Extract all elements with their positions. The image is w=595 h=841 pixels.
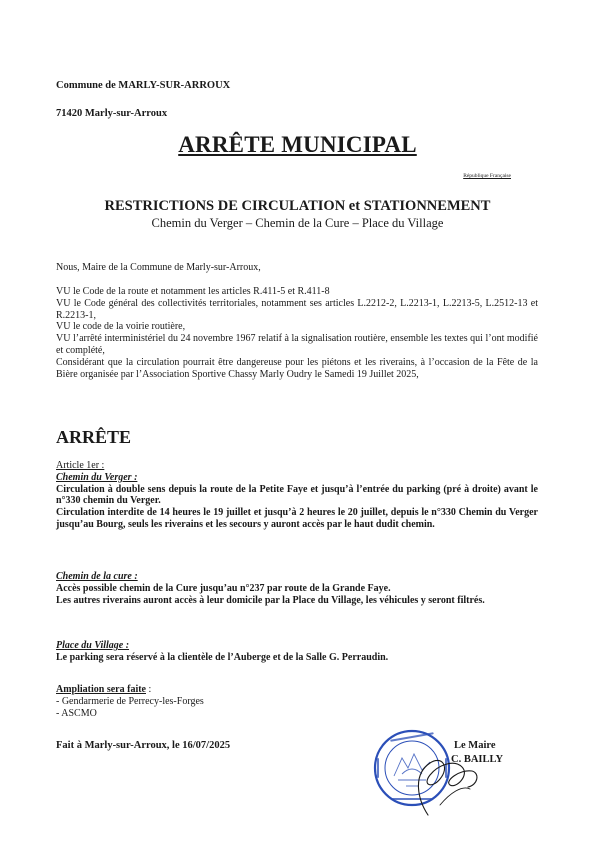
document-subtitle: RESTRICTIONS DE CIRCULATION et STATIONNEMENT: [104, 198, 491, 214]
ampliation-item: - ASCMO: [56, 707, 97, 719]
section-heading-verger: Chemin du Verger :: [56, 471, 138, 483]
verger-paragraph-1: Circulation à double sens depuis la route de la Petite Faye et jusqu’à l’entrée du parking (pré à droite) avant le n°330 chemin du Verger.: [56, 483, 538, 507]
arrete-heading: ARRÊTE: [56, 427, 132, 447]
ampliation-colon: :: [146, 684, 152, 695]
consideration-item: VU le Code général des collectivités territoriales, notamment ses articles L.2212-2, L.2213-1, L.2213-5, L.2512-13 et R.2213-1,: [56, 297, 538, 321]
consideration-item: Considérant que la circulation pourrait être dangereuse pour les piétons et les riverains, à l’occasion de la Fête de la Bière organisée par l’Association Sportive Chassy Marly Oudry le Samedi 19 Juillet 2025,: [56, 356, 538, 380]
handwritten-signature: [410, 745, 500, 820]
section-cure: [56, 571, 538, 606]
commune-address: 71420 Marly-sur-Arroux: [56, 108, 168, 119]
section-heading-cure: Chemin de la cure :: [56, 571, 138, 582]
mayor-name: C. BAILLY: [451, 754, 504, 765]
verger-paragraph-2: Circulation interdite de 14 heures le 19 juillet et jusqu’à 2 heures le 20 juillet, depuis le n°330 Chemin du Verger jusqu’au Bourg, seuls les riverains et les secours y auront accès par le haut dudit chemin.: [56, 507, 538, 530]
consideration-item: VU l’arrêté interministériel du 24 novembre 1967 relatif à la signalisation routière, ensemble les textes qui l’ont modifié et complété,: [56, 333, 538, 356]
roads-subtitle: Chemin du Verger – Chemin de la Cure – Place du Village: [151, 216, 444, 230]
cure-paragraph-2: Les autres riverains auront accès à leur domicile par la Place du Village, les véhicules y seront filtrés.: [56, 594, 485, 606]
village-paragraph-1: Le parking sera réservé à la clientèle de l’Auberge et de la Salle G. Perraudin.: [56, 651, 389, 663]
republique-label: République Française: [463, 173, 511, 179]
cure-paragraph-1: Accès possible chemin de la Cure jusqu’au n°237 par route de la Grande Faye.: [56, 582, 391, 594]
article-label: Article 1er :: [56, 460, 105, 471]
consideration-item: VU le code de la voirie routière,: [56, 321, 186, 333]
document-title: ARRÊTE MUNICIPAL: [178, 132, 417, 157]
ampliation-block: [56, 684, 538, 719]
place-date: Fait à Marly-sur-Arroux, le 16/07/2025: [56, 740, 231, 751]
ampliation-heading: Ampliation sera faite: [56, 684, 146, 695]
intro-line: Nous, Maire de la Commune de Marly-sur-Arroux,: [56, 262, 261, 273]
ampliation-heading-line: [56, 684, 538, 696]
commune-name: Commune de MARLY-SUR-ARROUX: [56, 80, 231, 91]
article-1: [56, 460, 538, 531]
ampliation-item: - Gendarmerie de Perrecy-les-Forges: [56, 695, 204, 707]
considerations-block: [56, 286, 538, 380]
mayor-role: Le Maire: [454, 740, 496, 751]
section-heading-village: Place du Village :: [56, 640, 130, 651]
consideration-item: VU le Code de la route et notamment les articles R.411-5 et R.411-8: [56, 286, 330, 297]
section-village: [56, 640, 538, 664]
